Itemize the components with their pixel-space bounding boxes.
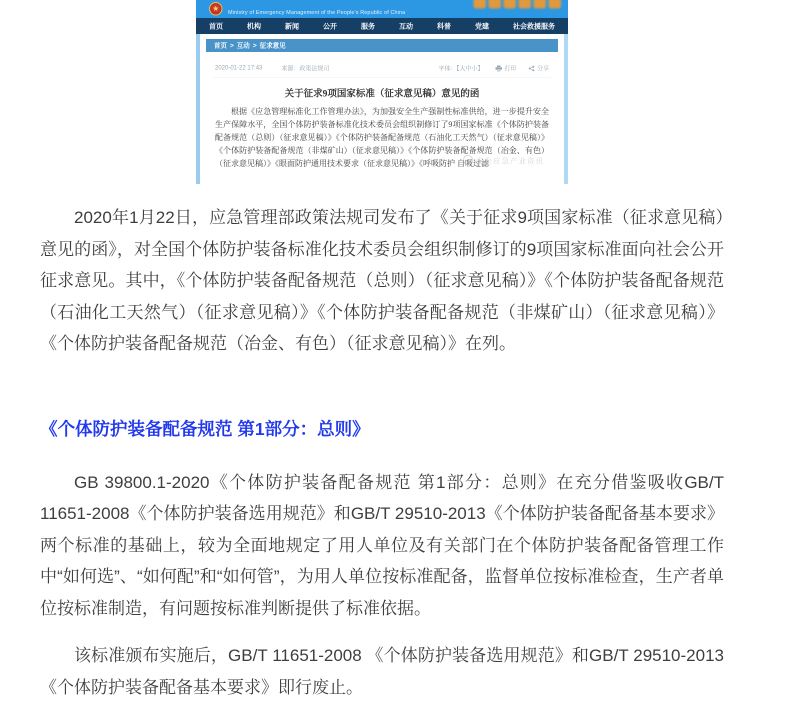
ministry-masthead (196, 0, 568, 18)
shot-article-body: 根据《应急管理标准化工作管理办法》，为加强安全生产强制性标准供给，进一步提升安全生产保障水平，全国个体防护装备标准化技术委员会组织制修订了9项国家标准《个体防护装备配备规范（总则）（征求意见稿）》《个体防护装备配备规范（石油化工天然气）（征求意见稿）》《个体防护装备配备规范（非煤矿山）（征求意见稿）》《个体防护装备配备规范（冶金、有色）（征求意见稿）》《眼面防护通用技术要求（征求意见稿）》《呼吸防护 自吸过滤 (215, 107, 549, 168)
share-button[interactable]: 分享 (528, 64, 549, 73)
breadcrumb-separator: > (230, 41, 234, 49)
body-paragraph-1: 2020年1月22日，应急管理部政策法规司发布了《关于征求9项国家标准（征求意见稿）意见的函》，对全国个体防护装备标准化技术委员会组织制修订的9项国家标准面向社会公开征求意见。其中，《个体防护装备配备规范（总则）（征求意见稿）》《个体防护装备配备规范（石油化工天然气）（征求意见稿）》《个体防护装备配备规范（非煤矿山）（征求意见稿）》《个体防护装备配备规范（冶金、有色）（征求意见稿）》在列。 (40, 208, 724, 353)
nav-item-interact[interactable]: 互动 (399, 22, 413, 30)
shot-article-title: 关于征求9项国家标准（征求意见稿）意见的函 (284, 88, 480, 99)
article-meta (213, 63, 551, 78)
article-date: 2020-01-22 17:43 (215, 64, 263, 71)
print-button[interactable]: 打印 (495, 64, 516, 73)
watermark: 安全应急产业资讯 (463, 155, 544, 166)
national-emblem-icon: ★ (209, 2, 223, 16)
breadcrumb-interact[interactable]: 互动 (236, 41, 250, 49)
ministry-english-title: Ministry of Emergency Management of the People's Republic of China (228, 9, 406, 16)
article-source: 来源：政策法规司 (281, 65, 330, 72)
font-size-control[interactable]: 字体：【大中小】 (438, 65, 484, 72)
article-card (206, 57, 558, 171)
body-paragraph-2: GB 39800.1-2020《个体防护装备配备规范 第1部分：总则》在充分借鉴吸收GB/T 11651-2008《个体防护装备选用规范》和GB/T 29510-2013《个体防护装备配备基本要求》两个标准的基础上，较为全面地规定了用人单位及有关部门在个体防护装备配备管理工作中“如何选”、“如何配”和“如何管”，为用人单位按标准配备，监督单位按标准检查，生产者单位按标准制造，有问题按标准判断提供了标准依据。 (40, 472, 724, 618)
breadcrumb-current: 征求意见 (259, 41, 286, 49)
nav-item-orgs[interactable]: 机构 (247, 22, 261, 30)
nav-item-science[interactable]: 科普 (437, 22, 451, 30)
nav-item-home[interactable]: 首页 (209, 22, 223, 30)
section-heading: 《个体防护装备配备规范 第1部分：总则》 (40, 418, 370, 439)
share-icon (528, 65, 534, 71)
breadcrumb-separator: > (252, 41, 257, 49)
nav-item-service[interactable]: 服务 (361, 22, 375, 30)
printer-icon (495, 65, 502, 71)
breadcrumb-home[interactable]: 首页 (214, 41, 228, 49)
masthead-calligraphy-art (471, 0, 561, 11)
article-body (0, 202, 794, 702)
site-content (196, 34, 568, 184)
embedded-screenshot (196, 0, 568, 184)
nav-item-public[interactable]: 公开 (323, 22, 337, 30)
body-paragraph-3: 该标准颁布实施后，GB/T 11651-2008 《个体防护装备选用规范》和GB/T 29510-2013 《个体防护装备配备基本要求》即行废止。 (40, 646, 724, 697)
embedded-screenshot-content (196, 0, 568, 184)
site-nav (196, 18, 568, 34)
nav-item-rescue[interactable]: 社会救援服务 (513, 22, 555, 30)
breadcrumb (206, 39, 558, 52)
nav-item-party[interactable]: 党建 (475, 22, 489, 30)
nav-item-news[interactable]: 新闻 (285, 22, 299, 30)
